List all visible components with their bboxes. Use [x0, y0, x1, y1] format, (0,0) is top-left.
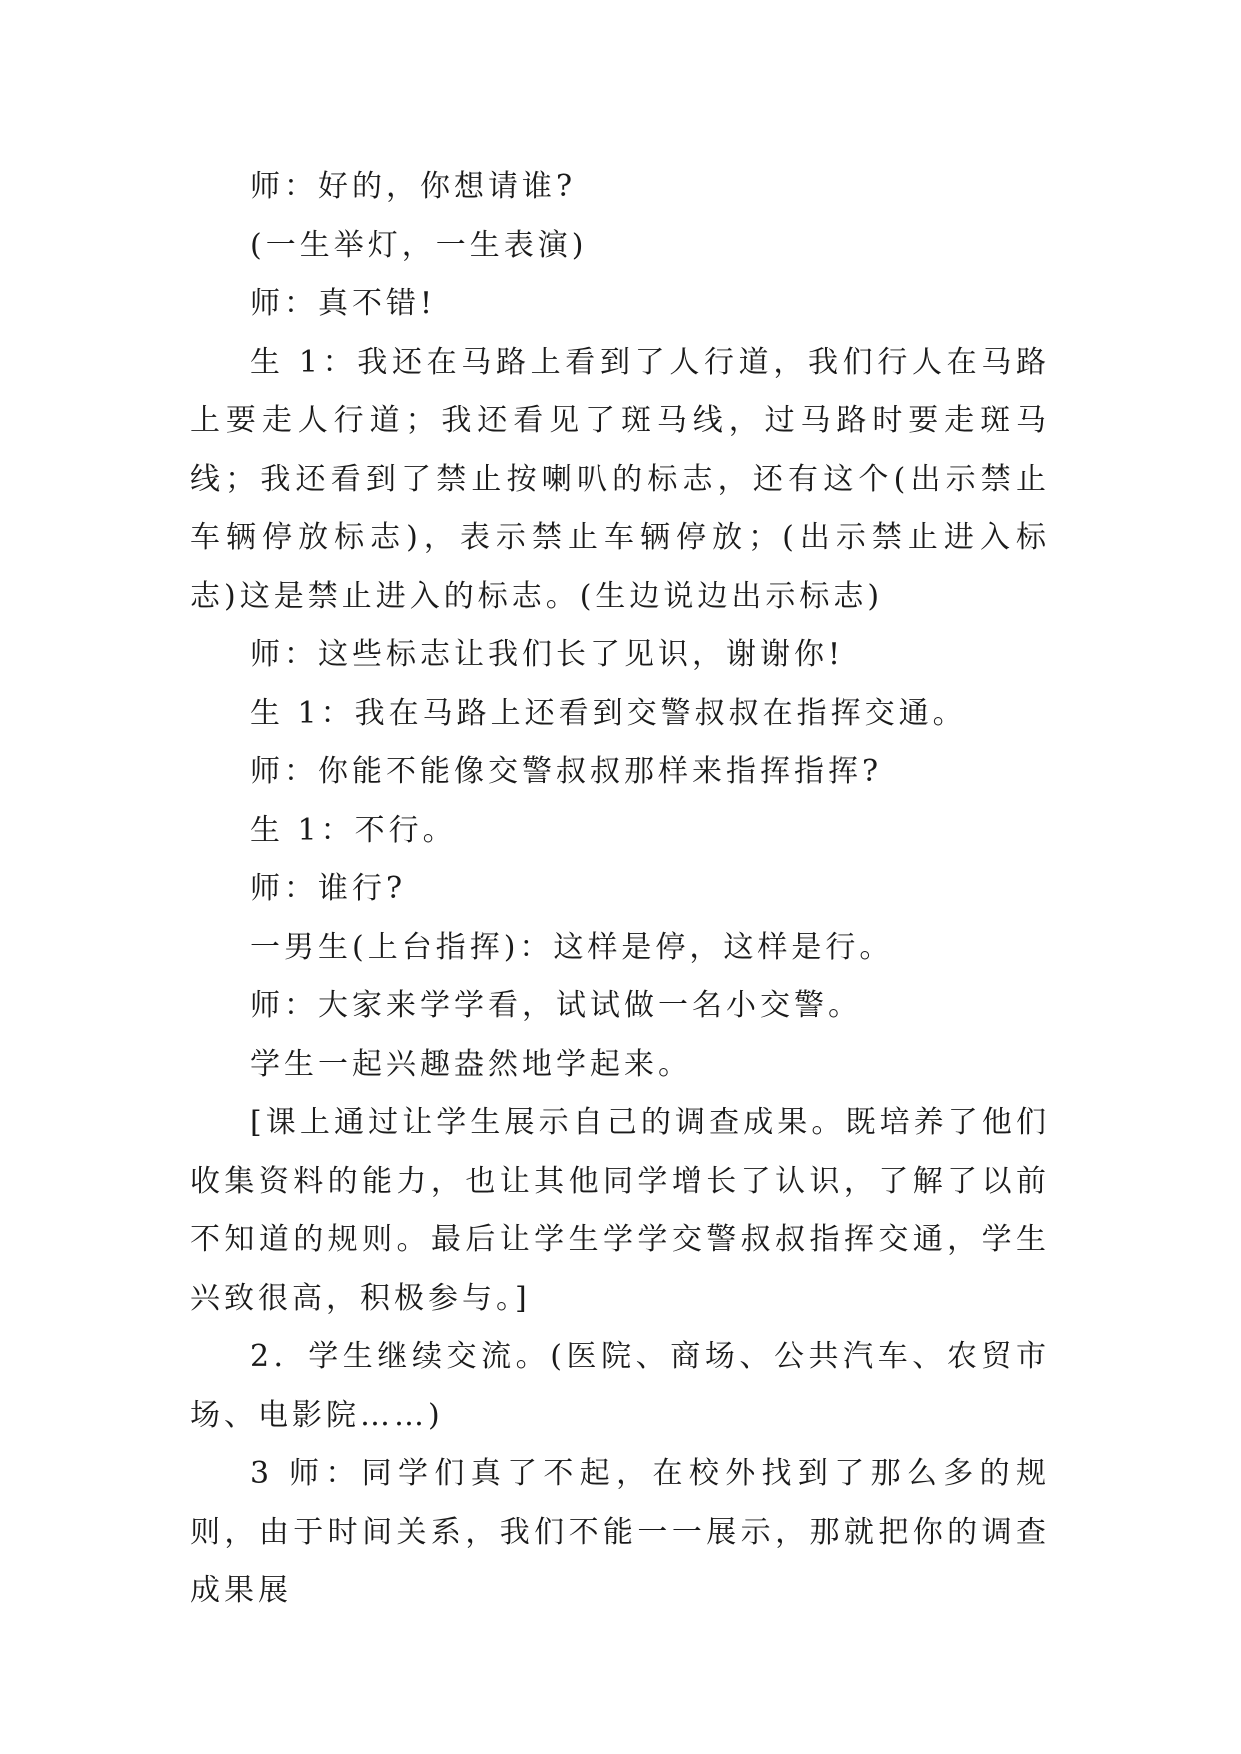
paragraph: [课上通过让学生展示自己的调查成果。既培养了他们收集资料的能力，也让其他同学增长了认识，了解了以前不知道的规则。最后让学生学学交警叔叔指挥交通，学生兴致很高，积极参与。] — [190, 1105, 1050, 1316]
paragraph: 生 1：不行。 — [250, 812, 457, 848]
document-body — [190, 158, 1050, 1621]
paragraph: 生 1：我还在马路上看到了人行道，我们行人在马路上要走人行道；我还看见了斑马线，过马路时要走斑马线；我还看到了禁止按喇叭的标志，还有这个(出示禁止车辆停放标志)，表示禁止车辆停放；(出示禁止进入标志)这是禁止进入的标志。(生边说边出示标志) — [190, 344, 1050, 614]
paragraph: 生 1：我在马路上还看到交警叔叔在指挥交通。 — [250, 695, 967, 731]
paragraph: 师：你能不能像交警叔叔那样来指挥指挥? — [250, 754, 883, 789]
paragraph: 3 师：同学们真了不起，在校外找到了那么多的规则，由于时间关系，我们不能一一展示，那就把你的调查成果展 — [190, 1456, 1050, 1608]
paragraph: 师：谁行? — [250, 871, 407, 906]
paragraph: 师：这些标志让我们长了见识，谢谢你! — [250, 637, 845, 672]
paragraph: 一男生(上台指挥)：这样是停，这样是行。 — [250, 929, 894, 965]
paragraph: 2．学生继续交流。(医院、商场、公共汽车、农贸市场、电影院……) — [190, 1339, 1050, 1433]
paragraph: 师：好的，你想请谁? — [250, 169, 577, 204]
paragraph: 师：真不错! — [250, 286, 437, 321]
paragraph: (一生举灯，一生表演) — [250, 227, 588, 263]
paragraph: 师：大家来学学看，试试做一名小交警。 — [250, 988, 862, 1023]
paragraph: 学生一起兴趣盎然地学起来。 — [250, 1046, 692, 1082]
